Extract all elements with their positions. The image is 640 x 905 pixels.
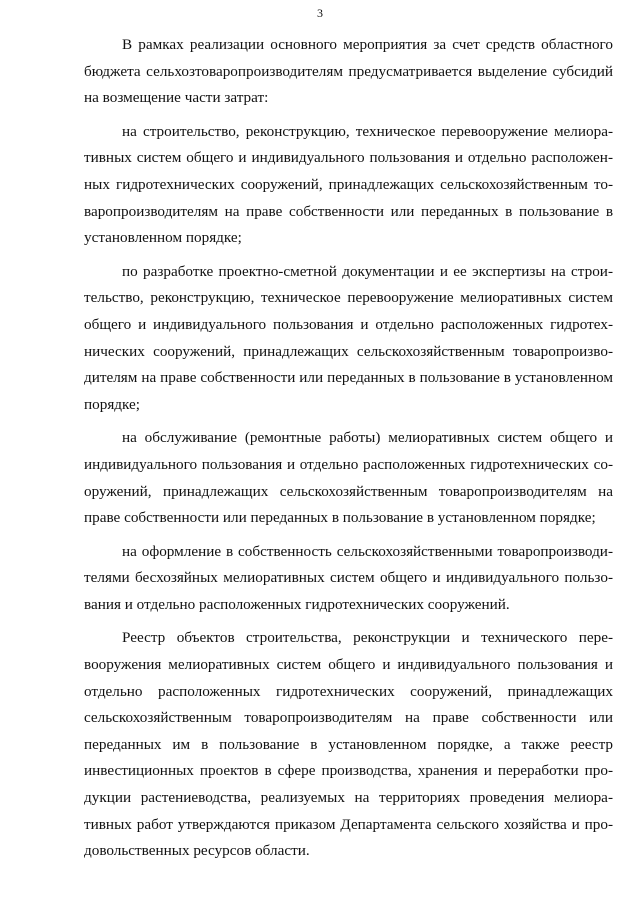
paragraph-registry: Реестр объектов строительства, реконструкции и технического перевооружения мелиоративных систем общего и индивидуального пользования и отдельно расположенных гидротехнических сооружений, принадлежащих сельскохозяйственным товаропроизводителям на праве собственности или переданных им в пользование в установленном порядке, а также реестр инвестиционных проектов в сфере производства, хранения и переработки продукции растениеводства, реализуемых на территориях проведения мелиоративных работ утверждаются приказом Департамента сельского хозяйства и продовольственных ресурсов области. <box>84 629 613 860</box>
page-number: 3 <box>317 6 323 20</box>
paragraph-maintenance: на обслуживание (ремонтные работы) мелиоративных систем общего и индивидуального пользования и отдельно расположенных гидротехнических сооружений, принадлежащих сельскохозяйственным товаропроизводителям на праве собственности или переданных в пользование в установленном порядке; <box>84 429 613 527</box>
paragraph-construction: на строительство, реконструкцию, техническое перевооружение мелиоративных систем общего и индивидуального пользования и отдельно расположенных гидротехнических сооружений, принадлежащих сельскохозяйственным товаропроизводителям на праве собственности или переданных в пользование в установленном порядке; <box>84 122 613 247</box>
document-body <box>84 32 613 872</box>
paragraph-design-documentation: по разработке проектно-сметной документации и ее экспертизы на строительство, реконструкцию, техническое перевооружение мелиоративных систем общего и индивидуального пользования и отдельно расположенных гидротехнических сооружений, принадлежащих сельскохозяйственным товаропроизводителям на праве собственности или переданных в пользование в установленном порядке; <box>84 262 613 413</box>
paragraph-intro: В рамках реализации основного мероприятия за счет средств областного бюджета сельхозтоваропроизводителям предусматривается выделение субсидий на возмещение части затрат: <box>84 36 613 107</box>
paragraph-ownership: на оформление в собственность сельскохозяйственными товаропроизводителями бесхозяйных мелиоративных систем общего и индивидуального пользования и отдельно расположенных гидротехнических сооружений. <box>84 542 613 613</box>
